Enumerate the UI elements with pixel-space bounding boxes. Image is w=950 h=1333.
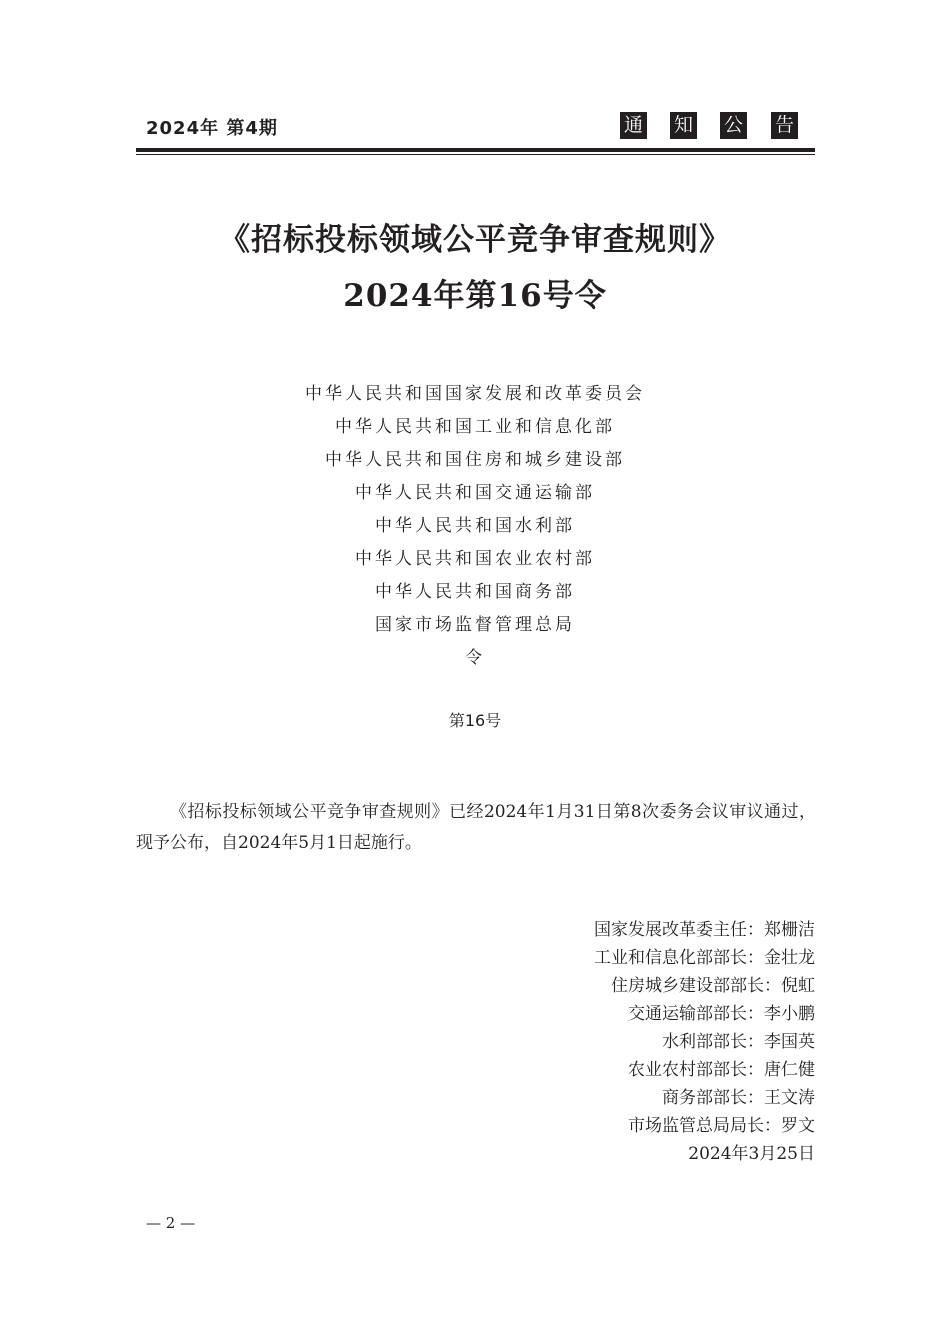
signature-line: 水利部部长：李国英 <box>662 1032 815 1052</box>
signature-date: 2024年3月25日 <box>688 1144 815 1164</box>
signature-line: 工业和信息化部部长：金壮龙 <box>594 948 815 968</box>
decree-label: 令 <box>465 648 485 668</box>
signature-line: 商务部部长：王文涛 <box>662 1088 815 1108</box>
issuer-line: 中华人民共和国商务部 <box>375 582 575 602</box>
signature-line: 市场监管总局局长：罗文 <box>628 1116 815 1136</box>
section-badge: 告 <box>771 112 798 139</box>
order-number: 第16号 <box>448 711 502 730</box>
header-rule-thick <box>136 148 815 152</box>
signature-line: 交通运输部部长：李小鹏 <box>628 1004 815 1024</box>
issuer-line: 中华人民共和国农业农村部 <box>355 549 595 569</box>
document-title: 《招标投标领域公平竞争审查规则》 <box>219 222 731 258</box>
issuer-line: 中华人民共和国国家发展和改革委员会 <box>305 384 645 404</box>
header-rule-thin <box>136 154 815 155</box>
section-badge: 公 <box>720 112 747 139</box>
issue-label: 2024年 第4期 <box>146 118 278 139</box>
page-number: — 2 — <box>146 1214 196 1232</box>
issuer-line: 中华人民共和国交通运输部 <box>355 483 595 503</box>
issuer-line: 中华人民共和国水利部 <box>375 516 575 536</box>
issuer-line: 中华人民共和国工业和信息化部 <box>335 417 615 437</box>
document-subtitle: 2024年第16号令 <box>343 278 607 314</box>
issuer-line: 中华人民共和国住房和城乡建设部 <box>325 450 625 470</box>
section-badge: 知 <box>670 112 697 139</box>
signature-line: 国家发展改革委主任：郑栅洁 <box>594 920 815 940</box>
signature-line: 农业农村部部长：唐仁健 <box>628 1060 815 1080</box>
section-badge: 通 <box>620 112 647 139</box>
issuer-line: 国家市场监督管理总局 <box>375 615 575 635</box>
signature-line: 住房城乡建设部部长：倪虹 <box>611 976 815 996</box>
body-paragraph: 《招标投标领域公平竞争审查规则》已经2024年1月31日第8次委务会议审议通过，现予公布，自2024年5月1日起施行。 <box>136 802 816 853</box>
